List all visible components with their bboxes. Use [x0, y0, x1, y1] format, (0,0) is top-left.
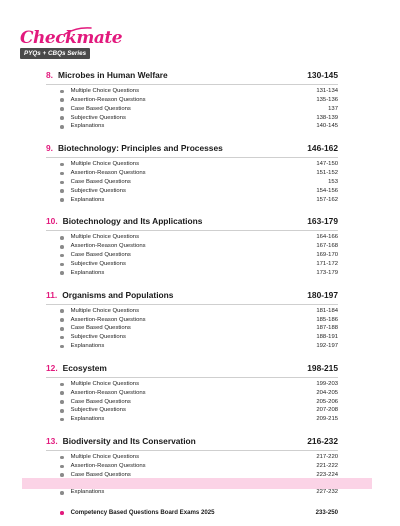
- toc-item-pages: 223-224: [316, 471, 338, 478]
- competency-label: Competency Based Questions Board Exams 2025: [70, 509, 215, 517]
- bullet-icon: [60, 263, 64, 267]
- toc-item-label: Subjective Questions: [70, 407, 126, 414]
- bullet-icon: [60, 236, 64, 240]
- bullet-icon: [60, 336, 64, 340]
- table-of-contents: [46, 69, 338, 517]
- bullet-icon: [60, 90, 64, 94]
- toc-item-pages: 217-220: [316, 454, 338, 461]
- toc-item-label: Case Based Questions: [70, 398, 131, 405]
- toc-item-label: Assertion-Reason Questions: [70, 316, 146, 323]
- chapter-pages: 198-215: [307, 362, 338, 373]
- chapter-number: 9.: [46, 143, 53, 154]
- toc-item-left: [46, 488, 104, 497]
- toc-item-label: Explanations: [70, 196, 105, 203]
- toc-item[interactable]: [46, 87, 338, 96]
- toc-item-pages: 147-150: [316, 161, 338, 168]
- bullet-icon: [60, 181, 64, 185]
- toc-item[interactable]: [46, 242, 338, 251]
- toc-item-label: Assertion-Reason Questions: [70, 170, 146, 177]
- toc-item[interactable]: [46, 96, 338, 105]
- toc-item-pages: 209-215: [316, 416, 338, 423]
- bullet-icon: [60, 327, 64, 331]
- toc-item-left: [46, 380, 139, 389]
- toc-item-pages: 169-170: [316, 252, 338, 259]
- chapter-pages: 180-197: [307, 289, 338, 300]
- bullet-icon: [60, 391, 64, 395]
- toc-item-left: [46, 342, 104, 351]
- toc-item[interactable]: [46, 453, 338, 462]
- toc-item[interactable]: [46, 260, 338, 269]
- toc-item-label: Assertion-Reason Questions: [70, 243, 146, 250]
- bullet-icon: [60, 245, 64, 249]
- toc-item-left: [46, 251, 131, 260]
- bullet-icon: [60, 198, 64, 202]
- toc-item-pages: 135-136: [316, 96, 338, 103]
- bullet-icon: [60, 473, 64, 477]
- bullet-icon: [60, 163, 64, 167]
- toc-item-pages: 185-186: [316, 316, 338, 323]
- bullet-icon: [60, 465, 64, 469]
- toc-item-left: [46, 406, 126, 415]
- toc-item-label: Subjective Questions: [70, 260, 126, 267]
- chapter-title: Microbes in Human Welfare: [58, 70, 168, 80]
- bullet-icon: [60, 383, 64, 387]
- toc-item[interactable]: [46, 488, 338, 497]
- toc-item-left: [46, 307, 139, 316]
- chapter-section: [46, 289, 338, 351]
- toc-item[interactable]: [46, 307, 338, 316]
- toc-item-left: [46, 87, 139, 96]
- toc-item-pages: 154-156: [316, 187, 338, 194]
- toc-item[interactable]: [46, 324, 338, 333]
- toc-item-left: [46, 122, 104, 131]
- bullet-icon: [60, 456, 64, 460]
- bullet-icon: [60, 125, 64, 129]
- chapter-section: [46, 142, 338, 204]
- toc-item-left: [46, 187, 126, 196]
- toc-item-pages: 157-162: [316, 196, 338, 203]
- toc-item-label: Case Based Questions: [70, 105, 131, 112]
- toc-item-label: Explanations: [70, 416, 105, 423]
- chapter-heading[interactable]: [46, 362, 338, 378]
- toc-item-left: [46, 333, 126, 342]
- chapter-pages: 130-145: [307, 70, 338, 80]
- toc-item[interactable]: [46, 406, 338, 415]
- chapter-heading[interactable]: [46, 435, 338, 451]
- toc-item-pages: 207-208: [316, 407, 338, 414]
- toc-item[interactable]: [46, 380, 338, 389]
- toc-item-left: [46, 105, 131, 114]
- toc-item-pages: 173-179: [316, 269, 338, 276]
- toc-item-left: [46, 242, 146, 251]
- chapter-number: 10.: [46, 216, 58, 227]
- toc-item-pages: 199-203: [316, 380, 338, 387]
- toc-item[interactable]: [46, 187, 338, 196]
- toc-item-label: Assertion-Reason Questions: [70, 389, 146, 396]
- toc-item-pages: 131-134: [316, 88, 338, 94]
- toc-item[interactable]: [46, 342, 338, 351]
- toc-item-pages: 221-222: [316, 462, 338, 469]
- chapter-heading[interactable]: [46, 215, 338, 231]
- toc-item-left: [46, 389, 146, 398]
- toc-item[interactable]: [46, 398, 338, 407]
- toc-item-left: [46, 114, 126, 123]
- toc-item[interactable]: [46, 196, 338, 205]
- toc-item[interactable]: [46, 462, 338, 471]
- chapter-title: Biotechnology: Principles and Processes: [58, 143, 223, 154]
- toc-item[interactable]: [46, 233, 338, 242]
- toc-item-label: Case Based Questions: [70, 325, 131, 332]
- toc-item-left: [46, 178, 131, 187]
- chapter-pages: 216-232: [307, 436, 338, 447]
- toc-item-pages: 188-191: [316, 334, 338, 341]
- toc-item[interactable]: [46, 178, 338, 187]
- toc-item[interactable]: [46, 316, 338, 325]
- toc-item-left: [46, 453, 139, 462]
- toc-item-left: [46, 462, 146, 471]
- toc-item[interactable]: [46, 105, 338, 114]
- toc-item-pages: 153: [328, 178, 338, 185]
- logo-swoosh-icon: [64, 26, 92, 36]
- chapter-number: 13.: [46, 436, 58, 447]
- toc-item-label: Multiple Choice Questions: [70, 88, 140, 94]
- bullet-icon: [60, 418, 64, 422]
- toc-item-label: Subjective Questions: [70, 187, 126, 194]
- toc-item-label: Explanations: [70, 489, 105, 496]
- toc-item-label: Explanations: [70, 343, 105, 350]
- toc-item-pages: 167-168: [316, 243, 338, 250]
- toc-item-left: [46, 196, 104, 205]
- chapter-title: Biodiversity and Its Conservation: [62, 436, 196, 447]
- toc-item[interactable]: [46, 114, 338, 123]
- competency-questions-entry[interactable]: [46, 508, 338, 517]
- chapter-heading[interactable]: [46, 142, 338, 158]
- toc-item-pages: 171-172: [316, 260, 338, 267]
- toc-item-label: Multiple Choice Questions: [70, 234, 140, 241]
- toc-item-label: Multiple Choice Questions: [70, 454, 140, 461]
- chapter-section: [46, 215, 338, 277]
- chapter-number: 12.: [46, 362, 58, 373]
- toc-item[interactable]: [46, 251, 338, 260]
- bullet-icon: [60, 409, 64, 413]
- chapter-title: Organisms and Populations: [62, 289, 174, 300]
- toc-item-label: Assertion-Reason Questions: [70, 96, 146, 103]
- chapter-section: [46, 69, 338, 131]
- toc-item-pages: 205-206: [316, 398, 338, 405]
- bullet-icon: [60, 189, 64, 193]
- toc-item-left: [46, 316, 146, 325]
- toc-item-label: Multiple Choice Questions: [70, 307, 140, 314]
- toc-item-label: Case Based Questions: [70, 178, 131, 185]
- toc-item-left: [46, 260, 126, 269]
- toc-item-label: Multiple Choice Questions: [70, 161, 140, 168]
- toc-item[interactable]: [46, 169, 338, 178]
- toc-item-pages: 187-188: [316, 325, 338, 332]
- bullet-icon: [60, 400, 64, 404]
- toc-item[interactable]: [46, 160, 338, 169]
- bullet-icon: [60, 271, 64, 275]
- toc-item-left: [46, 160, 139, 169]
- bullet-icon: [60, 309, 64, 313]
- bullet-icon: [60, 318, 64, 322]
- toc-item-left: [46, 398, 131, 407]
- toc-item-label: Assertion-Reason Questions: [70, 462, 146, 469]
- toc-item-left: [46, 324, 131, 333]
- toc-item-label: Case Based Questions: [70, 252, 131, 259]
- toc-item-left: [46, 169, 146, 178]
- toc-item[interactable]: [46, 415, 338, 424]
- chapter-title: Biotechnology and Its Applications: [62, 216, 203, 227]
- checkmate-logo: [20, 26, 123, 62]
- bullet-icon: [60, 345, 64, 349]
- bullet-icon: [60, 116, 64, 120]
- competency-entry-left: [46, 508, 215, 517]
- chapter-pages: 146-162: [307, 143, 338, 154]
- bullet-icon: [60, 254, 64, 258]
- chapter-heading[interactable]: [46, 289, 338, 305]
- toc-item-label: Subjective Questions: [70, 334, 126, 341]
- chapter-number: 11.: [46, 289, 58, 300]
- chapter-section: [46, 362, 338, 424]
- toc-item-pages: 164-166: [316, 234, 338, 241]
- toc-item-label: Multiple Choice Questions: [70, 380, 140, 387]
- toc-item-label: Subjective Questions: [70, 114, 126, 121]
- toc-item-left: [46, 233, 139, 242]
- bullet-icon: [60, 172, 64, 176]
- toc-item-pages: 204-205: [316, 389, 338, 396]
- bullet-icon: [60, 107, 64, 111]
- chapter-pages: 163-179: [307, 216, 338, 227]
- toc-item[interactable]: [46, 389, 338, 398]
- toc-item[interactable]: [46, 122, 338, 131]
- toc-item-pages: 181-184: [316, 307, 338, 314]
- bullet-icon: [60, 98, 64, 102]
- toc-item-label: Explanations: [70, 269, 105, 276]
- toc-item[interactable]: [46, 333, 338, 342]
- chapter-heading[interactable]: [46, 69, 338, 85]
- toc-item-pages: 192-197: [316, 343, 338, 350]
- bullet-icon: [60, 491, 64, 495]
- bullet-icon: [60, 511, 64, 515]
- series-tagline: PYQs + CBQs Series: [20, 48, 90, 59]
- toc-item-pages: 140-145: [316, 123, 338, 130]
- toc-item[interactable]: [46, 269, 338, 278]
- chapter-title: Ecosystem: [62, 362, 107, 373]
- toc-item-left: [46, 269, 104, 278]
- toc-item-left: [46, 96, 146, 105]
- toc-item-pages: 138-139: [316, 114, 338, 121]
- competency-pages: 233-250: [315, 509, 338, 517]
- toc-item-pages: 137: [328, 105, 338, 112]
- logo-word: Checkmate: [20, 28, 123, 48]
- toc-item-pages: 151-152: [316, 170, 338, 177]
- toc-item-label: Case Based Questions: [70, 471, 131, 478]
- footer-band: [22, 478, 372, 489]
- toc-item-left: [46, 415, 104, 424]
- toc-item-pages: 227-232: [316, 489, 338, 496]
- chapter-number: 8.: [46, 70, 53, 80]
- toc-item-label: Explanations: [70, 123, 105, 130]
